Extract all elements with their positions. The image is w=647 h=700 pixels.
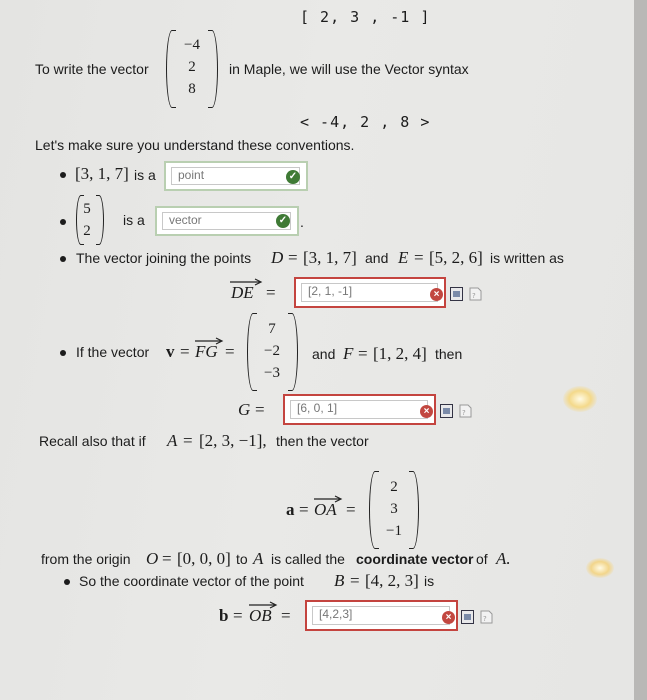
B-value: [4, 2, 3]: [365, 571, 419, 590]
x-icon: ×: [420, 405, 433, 418]
vector-entry: 3: [390, 501, 398, 517]
O-value: [0, 0, 0]: [177, 549, 231, 568]
preview-icon[interactable]: [440, 404, 453, 418]
bullet: [60, 256, 66, 262]
and-label: and: [312, 346, 336, 362]
check-icon: ✓: [286, 170, 300, 184]
x-icon: ×: [442, 611, 455, 624]
G-answer-field[interactable]: [283, 394, 436, 425]
vector-entry: 7: [268, 321, 276, 337]
DE-answer-field[interactable]: [294, 277, 446, 308]
field-value: [6, 0, 1]: [297, 401, 338, 415]
help-document-icon[interactable]: [459, 404, 472, 418]
check-icon: ✓: [276, 214, 290, 228]
preview-icon[interactable]: [450, 287, 463, 301]
equals: =: [346, 500, 356, 519]
vector-entry: 5: [83, 201, 91, 217]
bullet: [60, 219, 66, 225]
E-value: [5, 2, 6]: [429, 248, 483, 267]
vector-entry: −4: [184, 37, 200, 53]
origin-text: from the origin: [41, 551, 131, 567]
intro-suffix: in Maple, we will use the Vector syntax: [229, 61, 469, 77]
point-G: G: [238, 400, 251, 419]
equals: =: [350, 571, 360, 590]
right-paren: [208, 30, 218, 108]
recall-tail: then the vector: [276, 433, 369, 449]
equals: =: [180, 342, 190, 361]
x-icon: ×: [430, 288, 443, 301]
right-paren: [409, 471, 419, 549]
A-value: [2, 3, −1],: [199, 431, 267, 450]
field-value: [2, 1, -1]: [308, 284, 353, 298]
bullet: [60, 172, 66, 178]
preview-icon[interactable]: [461, 610, 474, 624]
conventions-text: Let's make sure you understand these conventions.: [35, 137, 355, 153]
point-O: O: [146, 549, 159, 568]
DE-label: DE: [231, 283, 254, 302]
equals: =: [183, 431, 193, 450]
vector-entry: 8: [188, 81, 196, 97]
OB-label: OB: [249, 606, 272, 625]
point-A: A: [253, 549, 264, 568]
F-value: [1, 2, 4]: [373, 344, 427, 363]
point-A: A.: [496, 549, 511, 568]
trailing-period: .: [300, 214, 304, 230]
written-as-label: is written as: [490, 250, 564, 266]
point-B: B: [334, 571, 345, 590]
equals: =: [255, 400, 265, 419]
fg-prefix: If the vector: [76, 344, 150, 360]
then-label: then: [435, 346, 463, 362]
help-document-icon[interactable]: [480, 610, 493, 624]
angle-syntax-example: < -4, 2 , 8 >: [300, 113, 431, 131]
equals: =: [162, 549, 172, 568]
svg-text:?: ?: [472, 292, 476, 300]
point-F: F: [343, 344, 354, 363]
a-symbol: a: [286, 500, 295, 519]
of-label: of: [476, 551, 488, 567]
is-label: is: [424, 573, 435, 589]
vector-entry: 2: [390, 479, 398, 495]
vector-entry: −2: [264, 343, 280, 359]
fg-vector: [255, 318, 289, 384]
right-paren: [96, 195, 104, 245]
vector-entry: −3: [264, 365, 280, 381]
vector-entry: 2: [188, 59, 196, 75]
svg-text:?: ?: [462, 409, 466, 417]
svg-text:?: ?: [483, 615, 487, 623]
bullet: [64, 579, 70, 585]
help-document-icon[interactable]: [469, 287, 482, 301]
coordinate-vector-term: coordinate vector: [356, 551, 474, 567]
equals: =: [299, 500, 309, 519]
equals: =: [358, 344, 368, 363]
point-A: A: [167, 431, 178, 450]
FG-label: FG: [195, 342, 218, 361]
intro-vector: [175, 34, 209, 100]
to-label: to: [236, 551, 248, 567]
point-D: D: [271, 248, 284, 267]
OB-answer-field[interactable]: [305, 600, 458, 631]
equals: =: [225, 342, 235, 361]
coord-vector-text: So the coordinate vector of the point: [79, 573, 304, 589]
field-value: vector: [169, 213, 202, 227]
is-a-label: is a: [134, 167, 156, 183]
equals: =: [266, 283, 276, 302]
D-value: [3, 1, 7]: [303, 248, 357, 267]
OA-label: OA: [314, 500, 337, 519]
bullet: [60, 350, 66, 356]
join-text: The vector joining the points: [76, 250, 252, 266]
intro-prefix: To write the vector: [35, 61, 149, 77]
field-value: [4,2,3]: [319, 607, 353, 621]
point-E: E: [398, 248, 409, 267]
light-glare: [586, 558, 614, 578]
vector-entry: −1: [386, 523, 402, 539]
right-paren: [288, 313, 298, 391]
equals: =: [233, 606, 243, 625]
called-text: is called the: [271, 551, 345, 567]
field-value: point: [178, 168, 205, 182]
point-math: [3, 1, 7]: [75, 164, 129, 183]
a-vector: [377, 476, 411, 542]
b-symbol: b: [219, 606, 229, 625]
and-label: and: [365, 250, 389, 266]
vector-entry: 2: [83, 223, 91, 239]
equals: =: [281, 606, 291, 625]
is-a-label: is a: [123, 212, 145, 228]
light-glare: [563, 386, 597, 412]
v-symbol: v: [166, 342, 175, 361]
equals: =: [288, 248, 298, 267]
equals: =: [414, 248, 424, 267]
recall-text: Recall also that if: [39, 433, 146, 449]
list-syntax-example: [ 2, 3 , -1 ]: [300, 8, 431, 26]
